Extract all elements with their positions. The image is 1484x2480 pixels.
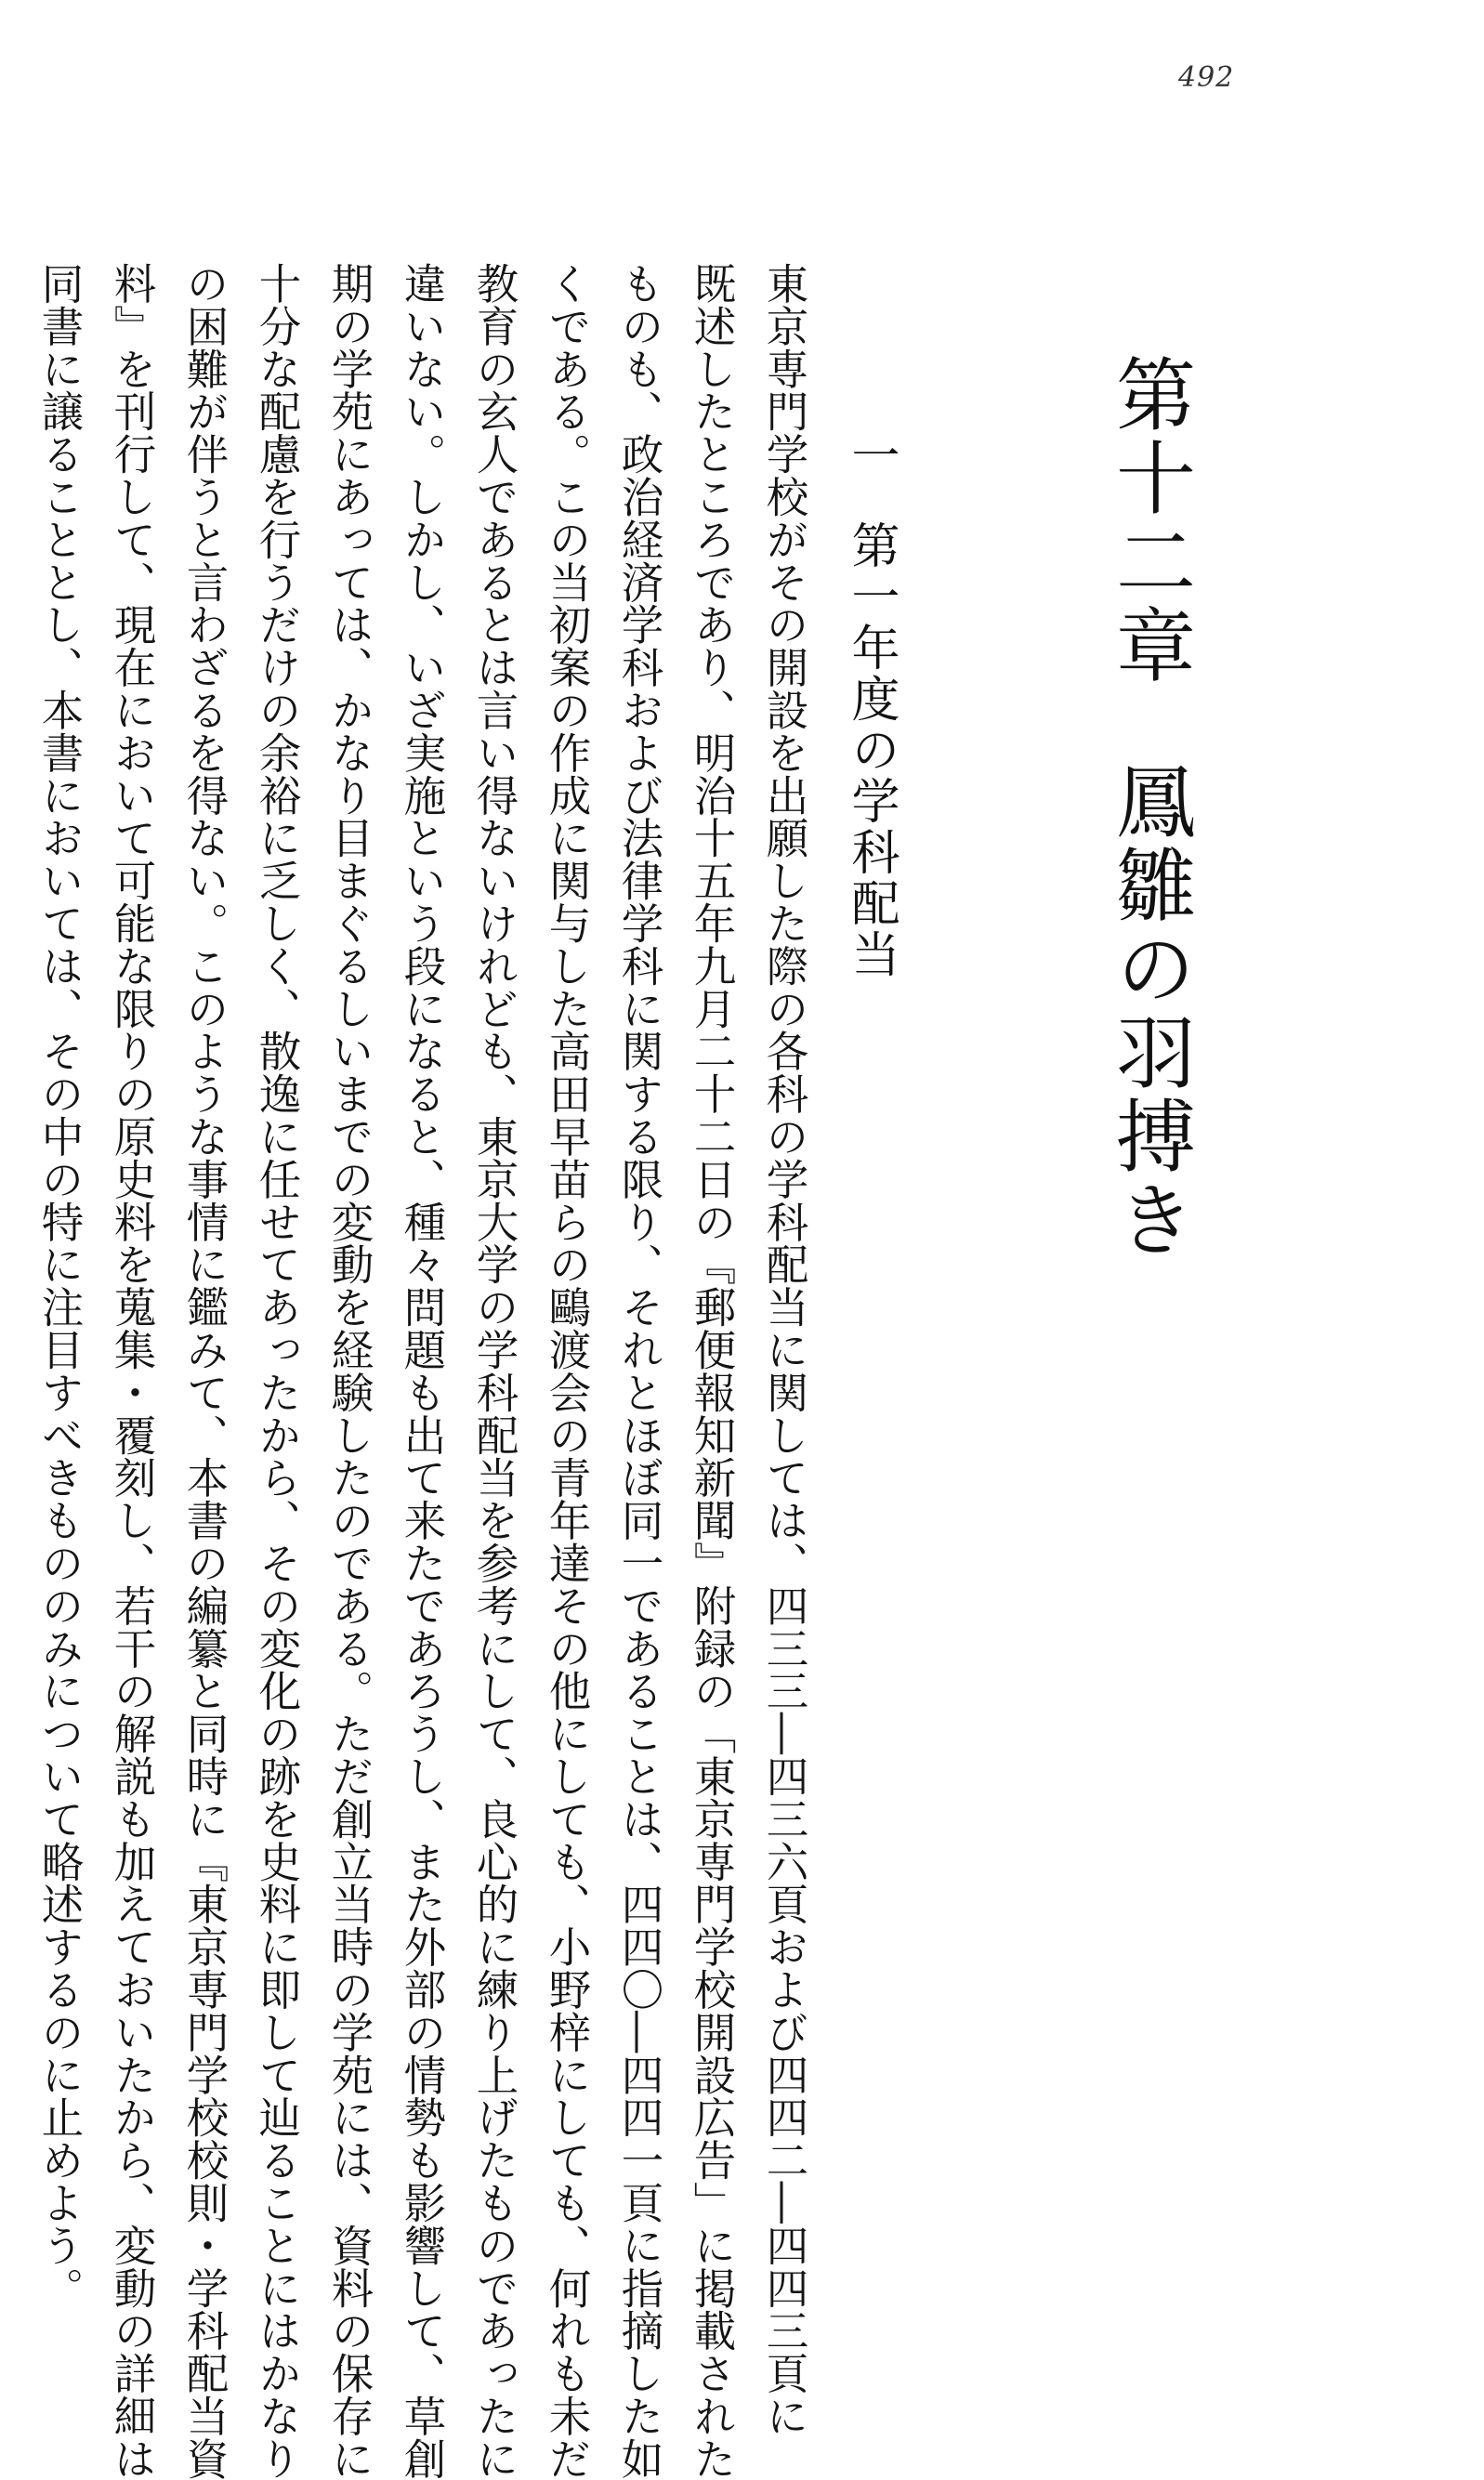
body-column: 同書に譲ることとし、本書においては、その中の特に注目すべきもののみについて略述するのに止めよう。 — [35, 262, 85, 2310]
body-column: 東京専門学校がその開設を出願した際の各科の学科配当に関しては、四三三―四三六頁および四四二―四四三頁に — [760, 262, 809, 2437]
body-column: の困難が伴うと言わざるを得ない。このような事情に鑑みて、本書の編纂と同時に『東京専門学校校則・学科配当資 — [180, 262, 230, 2480]
body-column: 教育の玄人であるとは言い得ないけれども、東京大学の学科配当を参考にして、良心的に練り上げたものであったに — [470, 262, 519, 2480]
body-column: 料』を刊行して、現在において可能な限りの原史料を蒐集・覆刻し、若干の解説も加えておいたから、変動の詳細は — [108, 262, 157, 2480]
section-title: 第一年度の学科配当 — [843, 520, 899, 980]
page-number: 492 — [1178, 61, 1235, 94]
body-text — [35, 262, 820, 2480]
section-number: 一 — [843, 430, 899, 481]
section-heading — [843, 430, 899, 980]
body-column: 期の学苑にあっては、かなり目まぐるしいまでの変動を経験したのである。ただ創立当時の学苑には、資料の保存に — [325, 262, 374, 2480]
body-column: ものも、政治経済学科および法律学科に関する限り、それとほぼ同一であることは、四四〇―四四一頁に指摘した如 — [615, 262, 664, 2480]
chapter-label: 第十二章 — [1102, 353, 1195, 688]
chapter-title-text: 鳳雛の羽搏き — [1102, 760, 1195, 1262]
chapter-title — [1102, 353, 1195, 1262]
chapter-title-gap — [1102, 688, 1195, 760]
section-heading-gap — [843, 481, 899, 520]
body-column: 違いない。しかし、いざ実施という段になると、種々問題も出て来たであろうし、また外部の情勢も影響して、草創 — [398, 262, 447, 2480]
body-column: くである。この当初案の作成に関与した高田早苗らの鷗渡会の青年達その他にしても、小野梓にしても、何れも未だ — [543, 262, 592, 2480]
body-column: 既述したところであり、明治十五年九月二十二日の『郵便報知新聞』附録の「東京専門学校開設広告」に掲載された — [688, 262, 737, 2480]
body-column: 十分な配慮を行うだけの余裕に乏しく、散逸に任せてあったから、その変化の跡を史料に即して辿ることにはかなり — [253, 262, 302, 2480]
